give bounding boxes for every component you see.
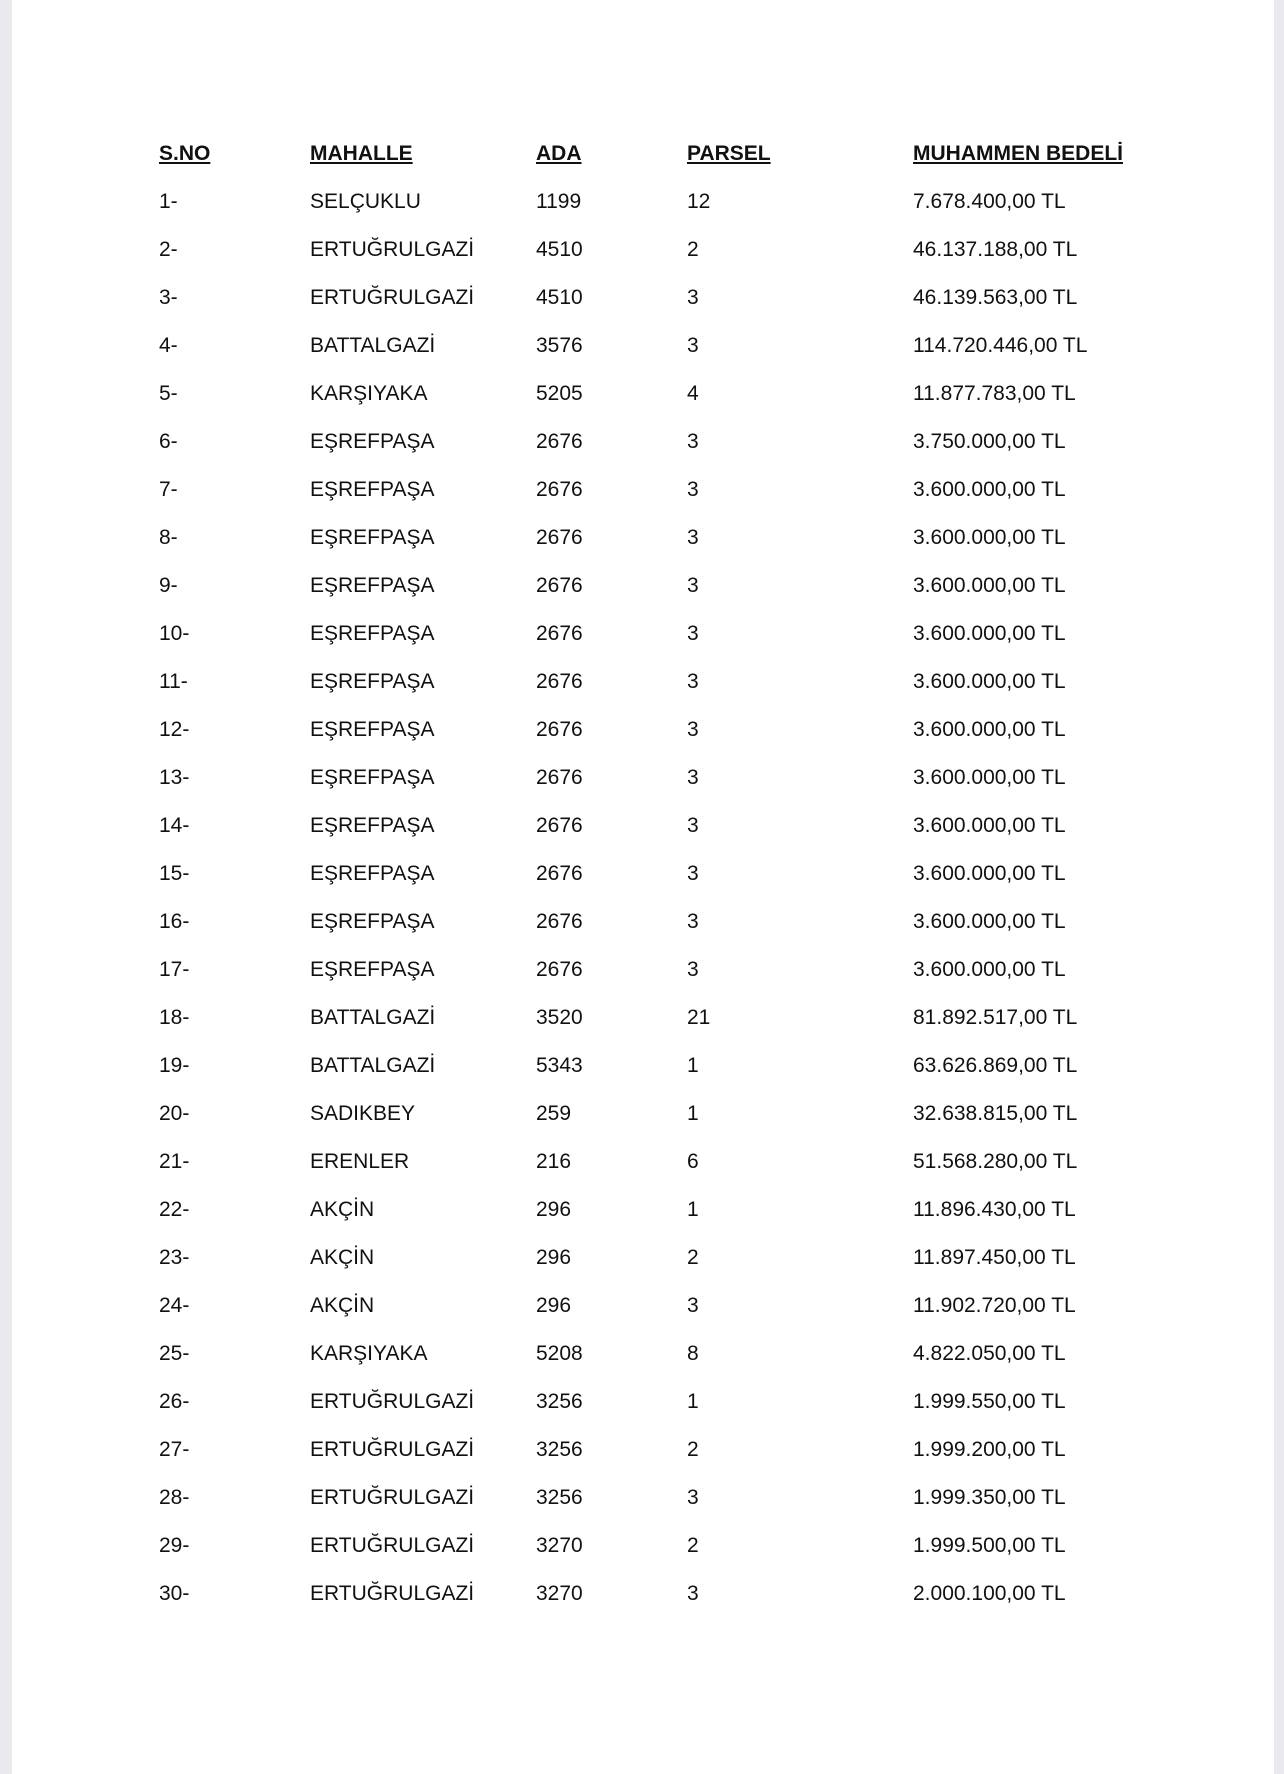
parcel-table bbox=[159, 130, 1213, 1618]
table-row bbox=[159, 706, 1213, 754]
cell-sno: 16- bbox=[159, 910, 190, 933]
cell-mahalle: EŞREFPAŞA bbox=[310, 718, 435, 741]
cell-sno: 13- bbox=[159, 766, 190, 789]
table-row bbox=[159, 418, 1213, 466]
cell-mahalle: EŞREFPAŞA bbox=[310, 622, 435, 645]
cell-parsel: 1 bbox=[687, 1054, 699, 1077]
cell-mahalle: EŞREFPAŞA bbox=[310, 574, 435, 597]
table-row bbox=[159, 610, 1213, 658]
table-row bbox=[159, 1378, 1213, 1426]
cell-mahalle: EŞREFPAŞA bbox=[310, 478, 435, 501]
cell-sno: 28- bbox=[159, 1486, 190, 1509]
table-row bbox=[159, 1234, 1213, 1282]
cell-ada: 2676 bbox=[536, 910, 583, 933]
table-row bbox=[159, 898, 1213, 946]
cell-ada: 2676 bbox=[536, 718, 583, 741]
cell-sno: 5- bbox=[159, 382, 178, 405]
document-page bbox=[12, 0, 1274, 1774]
table-row bbox=[159, 226, 1213, 274]
cell-muhammen-bedeli: 11.877.783,00 TL bbox=[913, 382, 1076, 405]
cell-mahalle: EŞREFPAŞA bbox=[310, 862, 435, 885]
cell-ada: 259 bbox=[536, 1102, 572, 1125]
cell-sno: 10- bbox=[159, 622, 190, 645]
cell-parsel: 3 bbox=[687, 1582, 699, 1605]
cell-parsel: 3 bbox=[687, 766, 699, 789]
cell-parsel: 3 bbox=[687, 478, 699, 501]
cell-mahalle: ERTUĞRULGAZİ bbox=[310, 1390, 475, 1413]
cell-muhammen-bedeli: 2.000.100,00 TL bbox=[913, 1582, 1066, 1605]
cell-ada: 2676 bbox=[536, 478, 583, 501]
cell-parsel: 3 bbox=[687, 718, 699, 741]
cell-ada: 296 bbox=[536, 1246, 572, 1269]
cell-muhammen-bedeli: 3.600.000,00 TL bbox=[913, 478, 1066, 501]
cell-muhammen-bedeli: 63.626.869,00 TL bbox=[913, 1054, 1078, 1077]
table-row bbox=[159, 322, 1213, 370]
cell-mahalle: EŞREFPAŞA bbox=[310, 526, 435, 549]
cell-ada: 4510 bbox=[536, 286, 583, 309]
cell-mahalle: BATTALGAZİ bbox=[310, 334, 436, 357]
cell-parsel: 3 bbox=[687, 910, 699, 933]
cell-muhammen-bedeli: 3.600.000,00 TL bbox=[913, 814, 1066, 837]
table-row bbox=[159, 466, 1213, 514]
cell-muhammen-bedeli: 46.139.563,00 TL bbox=[913, 286, 1078, 309]
table-row bbox=[159, 1522, 1213, 1570]
cell-sno: 15- bbox=[159, 862, 190, 885]
cell-ada: 3256 bbox=[536, 1486, 583, 1509]
cell-ada: 2676 bbox=[536, 526, 583, 549]
cell-ada: 3256 bbox=[536, 1390, 583, 1413]
table-row bbox=[159, 994, 1213, 1042]
cell-parsel: 3 bbox=[687, 574, 699, 597]
cell-ada: 2676 bbox=[536, 670, 583, 693]
cell-ada: 2676 bbox=[536, 574, 583, 597]
cell-ada: 3576 bbox=[536, 334, 583, 357]
cell-muhammen-bedeli: 3.750.000,00 TL bbox=[913, 430, 1066, 453]
table-row bbox=[159, 1138, 1213, 1186]
table-row bbox=[159, 370, 1213, 418]
cell-sno: 12- bbox=[159, 718, 190, 741]
cell-ada: 5208 bbox=[536, 1342, 583, 1365]
cell-sno: 14- bbox=[159, 814, 190, 837]
cell-sno: 21- bbox=[159, 1150, 190, 1173]
cell-parsel: 3 bbox=[687, 670, 699, 693]
cell-sno: 22- bbox=[159, 1198, 190, 1221]
cell-ada: 5205 bbox=[536, 382, 583, 405]
cell-muhammen-bedeli: 3.600.000,00 TL bbox=[913, 766, 1066, 789]
table-row bbox=[159, 1282, 1213, 1330]
table-row bbox=[159, 1186, 1213, 1234]
cell-ada: 3270 bbox=[536, 1534, 583, 1557]
table-row bbox=[159, 1042, 1213, 1090]
cell-parsel: 3 bbox=[687, 814, 699, 837]
cell-ada: 2676 bbox=[536, 958, 583, 981]
cell-parsel: 21 bbox=[687, 1006, 711, 1029]
cell-sno: 27- bbox=[159, 1438, 190, 1461]
table-row bbox=[159, 946, 1213, 994]
cell-sno: 25- bbox=[159, 1342, 190, 1365]
cell-parsel: 1 bbox=[687, 1198, 699, 1221]
cell-muhammen-bedeli: 3.600.000,00 TL bbox=[913, 670, 1066, 693]
cell-muhammen-bedeli: 4.822.050,00 TL bbox=[913, 1342, 1066, 1365]
cell-mahalle: ERTUĞRULGAZİ bbox=[310, 1438, 475, 1461]
cell-mahalle: AKÇİN bbox=[310, 1246, 375, 1269]
cell-sno: 23- bbox=[159, 1246, 190, 1269]
cell-ada: 296 bbox=[536, 1198, 572, 1221]
cell-muhammen-bedeli: 3.600.000,00 TL bbox=[913, 574, 1066, 597]
cell-parsel: 1 bbox=[687, 1390, 699, 1413]
cell-muhammen-bedeli: 3.600.000,00 TL bbox=[913, 958, 1066, 981]
cell-muhammen-bedeli: 1.999.500,00 TL bbox=[913, 1534, 1066, 1557]
table-row bbox=[159, 850, 1213, 898]
table-row bbox=[159, 1426, 1213, 1474]
cell-mahalle: EŞREFPAŞA bbox=[310, 814, 435, 837]
cell-muhammen-bedeli: 3.600.000,00 TL bbox=[913, 622, 1066, 645]
cell-ada: 5343 bbox=[536, 1054, 583, 1077]
cell-mahalle: KARŞIYAKA bbox=[310, 382, 428, 405]
cell-muhammen-bedeli: 114.720.446,00 TL bbox=[913, 334, 1088, 357]
header-ada: ADA bbox=[536, 142, 582, 165]
cell-ada: 2676 bbox=[536, 430, 583, 453]
table-row bbox=[159, 178, 1213, 226]
cell-muhammen-bedeli: 7.678.400,00 TL bbox=[913, 190, 1066, 213]
cell-ada: 2676 bbox=[536, 814, 583, 837]
table-header bbox=[159, 130, 1213, 178]
cell-mahalle: EŞREFPAŞA bbox=[310, 430, 435, 453]
cell-sno: 1- bbox=[159, 190, 178, 213]
cell-mahalle: SADIKBEY bbox=[310, 1102, 416, 1125]
cell-sno: 3- bbox=[159, 286, 178, 309]
cell-parsel: 3 bbox=[687, 430, 699, 453]
cell-sno: 8- bbox=[159, 526, 178, 549]
table-row bbox=[159, 1474, 1213, 1522]
table-body bbox=[159, 178, 1213, 1618]
cell-sno: 9- bbox=[159, 574, 178, 597]
cell-muhammen-bedeli: 46.137.188,00 TL bbox=[913, 238, 1078, 261]
cell-sno: 2- bbox=[159, 238, 178, 261]
cell-parsel: 2 bbox=[687, 238, 699, 261]
cell-mahalle: ERTUĞRULGAZİ bbox=[310, 238, 475, 261]
cell-mahalle: KARŞIYAKA bbox=[310, 1342, 428, 1365]
cell-sno: 19- bbox=[159, 1054, 190, 1077]
table-row bbox=[159, 1330, 1213, 1378]
table-row bbox=[159, 802, 1213, 850]
cell-sno: 18- bbox=[159, 1006, 190, 1029]
cell-ada: 2676 bbox=[536, 862, 583, 885]
cell-ada: 1199 bbox=[536, 190, 582, 213]
cell-mahalle: ERTUĞRULGAZİ bbox=[310, 1534, 475, 1557]
cell-sno: 6- bbox=[159, 430, 178, 453]
cell-parsel: 3 bbox=[687, 1294, 699, 1317]
cell-sno: 26- bbox=[159, 1390, 190, 1413]
cell-sno: 30- bbox=[159, 1582, 190, 1605]
cell-mahalle: EŞREFPAŞA bbox=[310, 670, 435, 693]
table-row bbox=[159, 1570, 1213, 1618]
cell-parsel: 3 bbox=[687, 334, 699, 357]
cell-mahalle: ERTUĞRULGAZİ bbox=[310, 1582, 475, 1605]
cell-parsel: 2 bbox=[687, 1534, 699, 1557]
cell-mahalle: ERTUĞRULGAZİ bbox=[310, 1486, 475, 1509]
cell-parsel: 2 bbox=[687, 1438, 699, 1461]
cell-sno: 29- bbox=[159, 1534, 190, 1557]
cell-sno: 17- bbox=[159, 958, 190, 981]
cell-ada: 3520 bbox=[536, 1006, 583, 1029]
cell-parsel: 3 bbox=[687, 862, 699, 885]
cell-muhammen-bedeli: 1.999.550,00 TL bbox=[913, 1390, 1066, 1413]
cell-mahalle: EŞREFPAŞA bbox=[310, 958, 435, 981]
cell-ada: 296 bbox=[536, 1294, 572, 1317]
cell-muhammen-bedeli: 11.896.430,00 TL bbox=[913, 1198, 1076, 1221]
cell-parsel: 6 bbox=[687, 1150, 699, 1173]
header-parsel: PARSEL bbox=[687, 142, 771, 165]
cell-muhammen-bedeli: 3.600.000,00 TL bbox=[913, 862, 1066, 885]
cell-parsel: 1 bbox=[687, 1102, 699, 1125]
cell-mahalle: ERTUĞRULGAZİ bbox=[310, 286, 475, 309]
cell-muhammen-bedeli: 3.600.000,00 TL bbox=[913, 910, 1066, 933]
cell-mahalle: EŞREFPAŞA bbox=[310, 910, 435, 933]
cell-parsel: 3 bbox=[687, 286, 699, 309]
cell-parsel: 3 bbox=[687, 958, 699, 981]
cell-ada: 2676 bbox=[536, 622, 583, 645]
cell-ada: 4510 bbox=[536, 238, 583, 261]
cell-mahalle: BATTALGAZİ bbox=[310, 1006, 436, 1029]
header-row bbox=[159, 130, 1213, 178]
cell-mahalle: BATTALGAZİ bbox=[310, 1054, 436, 1077]
table-row bbox=[159, 658, 1213, 706]
cell-mahalle: AKÇİN bbox=[310, 1198, 375, 1221]
cell-sno: 7- bbox=[159, 478, 178, 501]
header-sno: S.NO bbox=[159, 142, 211, 165]
cell-muhammen-bedeli: 1.999.200,00 TL bbox=[913, 1438, 1066, 1461]
table-row bbox=[159, 562, 1213, 610]
cell-ada: 3256 bbox=[536, 1438, 583, 1461]
cell-sno: 11- bbox=[159, 670, 188, 693]
cell-mahalle: AKÇİN bbox=[310, 1294, 375, 1317]
cell-parsel: 3 bbox=[687, 1486, 699, 1509]
cell-parsel: 12 bbox=[687, 190, 711, 213]
cell-sno: 20- bbox=[159, 1102, 190, 1125]
cell-muhammen-bedeli: 11.902.720,00 TL bbox=[913, 1294, 1076, 1317]
cell-muhammen-bedeli: 11.897.450,00 TL bbox=[913, 1246, 1076, 1269]
cell-parsel: 3 bbox=[687, 622, 699, 645]
table-row bbox=[159, 754, 1213, 802]
cell-muhammen-bedeli: 32.638.815,00 TL bbox=[913, 1102, 1078, 1125]
cell-mahalle: ERENLER bbox=[310, 1150, 410, 1173]
table-row bbox=[159, 514, 1213, 562]
table-row bbox=[159, 1090, 1213, 1138]
cell-muhammen-bedeli: 3.600.000,00 TL bbox=[913, 526, 1066, 549]
header-mahalle: MAHALLE bbox=[310, 142, 413, 165]
cell-parsel: 2 bbox=[687, 1246, 699, 1269]
cell-ada: 216 bbox=[536, 1150, 572, 1173]
cell-muhammen-bedeli: 3.600.000,00 TL bbox=[913, 718, 1066, 741]
cell-parsel: 4 bbox=[687, 382, 699, 405]
header-muhammen-bedeli: MUHAMMEN BEDELİ bbox=[913, 142, 1123, 165]
cell-parsel: 8 bbox=[687, 1342, 699, 1365]
cell-muhammen-bedeli: 81.892.517,00 TL bbox=[913, 1006, 1078, 1029]
cell-mahalle: EŞREFPAŞA bbox=[310, 766, 435, 789]
cell-ada: 3270 bbox=[536, 1582, 583, 1605]
cell-muhammen-bedeli: 51.568.280,00 TL bbox=[913, 1150, 1078, 1173]
cell-ada: 2676 bbox=[536, 766, 583, 789]
cell-sno: 4- bbox=[159, 334, 178, 357]
cell-sno: 24- bbox=[159, 1294, 190, 1317]
cell-parsel: 3 bbox=[687, 526, 699, 549]
cell-muhammen-bedeli: 1.999.350,00 TL bbox=[913, 1486, 1066, 1509]
cell-mahalle: SELÇUKLU bbox=[310, 190, 421, 213]
table-row bbox=[159, 274, 1213, 322]
